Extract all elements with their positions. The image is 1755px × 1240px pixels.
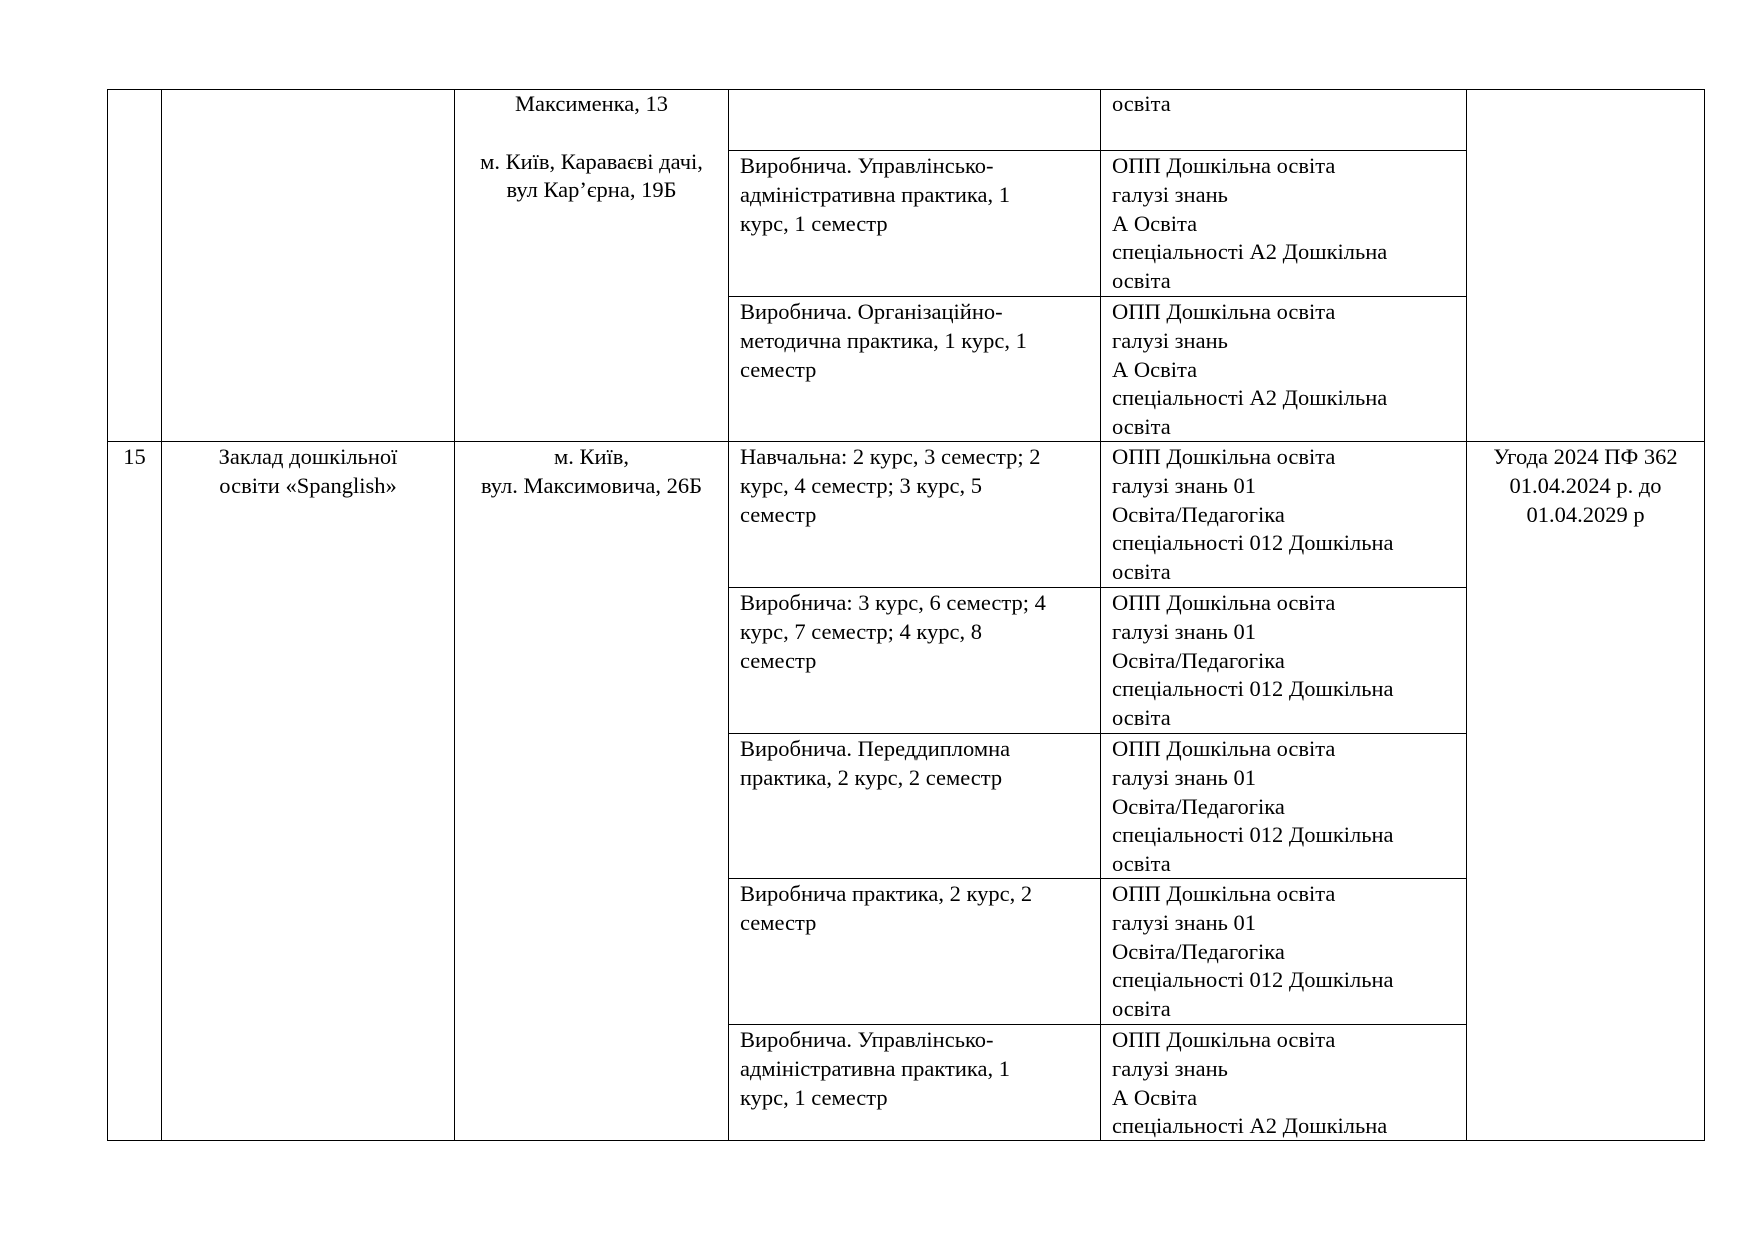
practice-bases-table (107, 89, 1705, 1141)
practice-type-cell (729, 297, 1100, 441)
program-cell (1101, 151, 1466, 296)
program-cell (1101, 297, 1466, 441)
address-cell (455, 89, 728, 205)
practice-type-text: Навчальна: 2 курс, 3 семестр; 2 курс, 4 семестр; 3 курс, 5 семестр (740, 444, 1041, 527)
program-cell (1101, 1025, 1466, 1140)
address-text: Максименка, 13 м. Київ, Караваєві дачі, вул Кар’єрна, 19Б (480, 91, 703, 203)
practice-type-cell (729, 442, 1100, 587)
practice-type-text: Виробнича. Управлінсько- адміністративна практика, 1 курс, 1 семестр (740, 153, 1010, 236)
table-border-left (107, 89, 108, 1141)
row-number-cell (108, 442, 161, 472)
practice-type-cell (729, 734, 1100, 878)
program-text: освіта (1112, 91, 1171, 116)
practice-type-text: Виробнича. Управлінсько- адміністративна практика, 1 курс, 1 семестр (740, 1027, 1010, 1110)
practice-type-cell (729, 879, 1100, 1024)
address-text: м. Київ, вул. Максимовича, 26Б (480, 444, 703, 498)
col-divider-5 (1466, 89, 1467, 1141)
practice-type-text: Виробнича: 3 курс, 6 семестр; 4 курс, 7 семестр; 4 курс, 8 семестр (740, 590, 1046, 673)
practice-type-cell (729, 89, 1100, 150)
practice-type-text: Виробнича практика, 2 курс, 2 семестр (740, 881, 1033, 935)
practice-type-text: Виробнича. Організаційно- методична практика, 1 курс, 1 семестр (740, 299, 1027, 382)
row-number: 15 (123, 444, 146, 469)
program-cell (1101, 588, 1466, 733)
practice-type-cell (729, 1025, 1100, 1140)
program-text: ОПП Дошкільна освіта галузі знань 01 Освіта/Педагогіка спеціальності 012 Дошкільна освіта (1112, 881, 1394, 1022)
program-text: ОПП Дошкільна освіта галузі знань А Освіта спеціальності А2 Дошкільна (1112, 1027, 1388, 1139)
program-text: ОПП Дошкільна освіта галузі знань 01 Освіта/Педагогіка спеціальності 012 Дошкільна освіта (1112, 736, 1394, 877)
program-cell (1101, 879, 1466, 1024)
practice-type-cell (729, 588, 1100, 733)
institution-name: Заклад дошкільної освіти «Spanglish» (218, 444, 398, 498)
program-cell (1101, 89, 1466, 150)
program-cell (1101, 442, 1466, 587)
agreement-cell (1467, 442, 1704, 529)
program-cell (1101, 734, 1466, 878)
program-text: ОПП Дошкільна освіта галузі знань А Освіта спеціальності А2 Дошкільна освіта (1112, 299, 1388, 440)
practice-type-text: Виробнича. Переддипломна практика, 2 курс, 2 семестр (740, 736, 1011, 790)
table-border-right (1704, 89, 1705, 1141)
col-divider-2 (454, 89, 455, 1141)
col-divider-1 (161, 89, 162, 1141)
practice-type-cell (729, 151, 1100, 296)
agreement-text: Угода 2024 ПФ 362 01.04.2024 р. до 01.04.2029 р (1493, 444, 1678, 527)
program-text: ОПП Дошкільна освіта галузі знань 01 Освіта/Педагогіка спеціальності 012 Дошкільна освіта (1112, 590, 1394, 731)
address-cell (455, 442, 728, 501)
institution-cell (162, 442, 454, 501)
program-text: ОПП Дошкільна освіта галузі знань А Освіта спеціальності А2 Дошкільна освіта (1112, 153, 1388, 294)
program-text: ОПП Дошкільна освіта галузі знань 01 Освіта/Педагогіка спеціальності 012 Дошкільна освіта (1112, 444, 1394, 585)
